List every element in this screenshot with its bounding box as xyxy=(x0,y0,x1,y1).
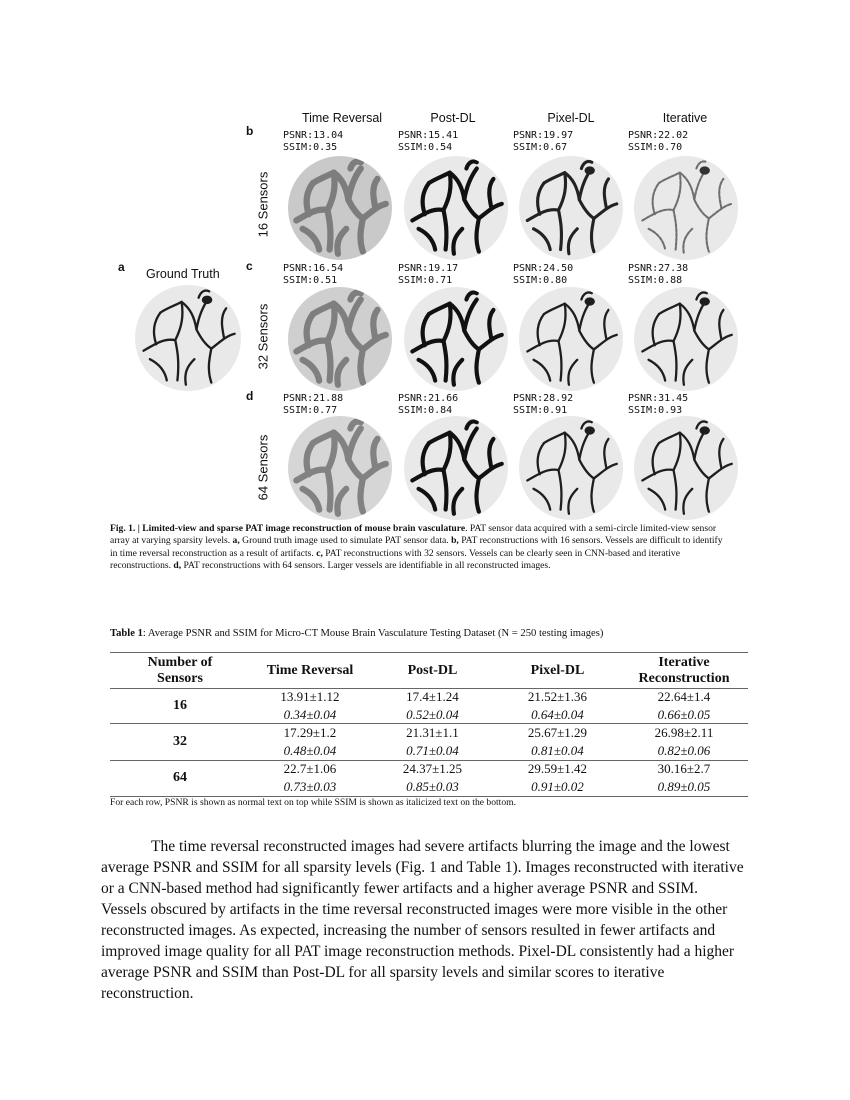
table-note: For each row, PSNR is shown as normal text on top while SSIM is shown as italicized text on the bottom. xyxy=(110,797,517,808)
panel-letter-c: c xyxy=(246,259,253,273)
image-d-post-dl xyxy=(404,416,508,520)
ssim-value: SSIM:0.54 xyxy=(398,142,453,153)
image-b-pixel-dl xyxy=(519,156,623,260)
ssim-value: SSIM:0.84 xyxy=(398,405,453,416)
body-text xyxy=(101,836,746,1004)
ssim-value: SSIM:0.93 xyxy=(628,405,683,416)
caption-text-b: PAT reconstructions with 16 sensors. Vessels are difficult to identify in time reversal reconstruction as a result of artifacts. xyxy=(110,535,723,559)
psnr-value: PSNR:28.92 xyxy=(513,393,574,404)
image-b-post-dl xyxy=(404,156,508,260)
image-c-post-dl xyxy=(404,287,508,391)
ssim-cell: 0.34±0.04 xyxy=(283,707,337,722)
table-row xyxy=(110,760,748,778)
psnr-value: PSNR:15.41 xyxy=(398,130,459,141)
row-label-32-sensors: 32 Sensors xyxy=(255,303,271,370)
metric-b-iterative xyxy=(628,130,688,154)
psnr-value: PSNR:21.66 xyxy=(398,393,459,404)
image-c-time-reversal xyxy=(288,287,392,391)
psnr-cell: 26.98±2.11 xyxy=(654,725,714,740)
ssim-value: SSIM:0.51 xyxy=(283,275,338,286)
header-sensors-line1: Number of xyxy=(147,655,213,670)
table-top-rule xyxy=(110,652,748,653)
psnr-value: PSNR:31.45 xyxy=(628,393,689,404)
row-sensors: 16 xyxy=(173,698,187,713)
metric-b-time-reversal xyxy=(283,130,343,154)
psnr-cell: 22.7±1.06 xyxy=(283,761,337,776)
metric-b-post-dl xyxy=(398,130,458,154)
table-row xyxy=(110,688,748,706)
metric-c-pixel-dl xyxy=(513,263,573,287)
ssim-cell: 0.48±0.04 xyxy=(283,743,337,758)
panel-letter-a: a xyxy=(118,260,125,274)
ssim-cell: 0.71±0.04 xyxy=(406,743,459,758)
header-sensors xyxy=(110,654,250,688)
column-header-pixel-dl: Pixel-DL xyxy=(547,111,595,125)
image-c-pixel-dl xyxy=(519,287,623,391)
ssim-value: SSIM:0.80 xyxy=(513,275,568,286)
metric-c-post-dl xyxy=(398,263,458,287)
metric-d-iterative xyxy=(628,393,688,417)
row-label-64-sensors: 64 Sensors xyxy=(255,434,271,501)
metric-c-iterative xyxy=(628,263,688,287)
caption-text-a: Ground truth image used to simulate PAT sensor data. xyxy=(239,535,452,547)
column-header-time-reversal: Time Reversal xyxy=(301,111,383,125)
ssim-value: SSIM:0.88 xyxy=(628,275,683,286)
image-b-time-reversal xyxy=(288,156,392,260)
ssim-value: SSIM:0.35 xyxy=(283,142,338,153)
psnr-cell: 17.29±1.2 xyxy=(283,725,337,740)
psnr-cell: 24.37±1.25 xyxy=(402,761,463,776)
ssim-cell: 0.73±0.03 xyxy=(283,779,337,794)
ssim-cell: 0.81±0.04 xyxy=(531,743,584,758)
psnr-cell: 21.52±1.36 xyxy=(527,689,588,704)
panel-letter-b: b xyxy=(246,124,254,138)
caption-label-b: b, xyxy=(451,535,459,547)
column-header-post-dl: Post-DL xyxy=(430,111,476,125)
header-time-reversal: Time Reversal xyxy=(266,663,354,678)
psnr-value: PSNR:13.04 xyxy=(283,130,344,141)
caption-label-c: c, xyxy=(316,547,323,559)
psnr-cell: 21.31±1.1 xyxy=(406,725,459,740)
psnr-cell: 25.67±1.29 xyxy=(527,725,588,740)
caption-label-a: a, xyxy=(232,535,240,547)
image-d-pixel-dl xyxy=(519,416,623,520)
results-table xyxy=(110,654,748,796)
ssim-value: SSIM:0.91 xyxy=(513,405,568,416)
metric-d-post-dl xyxy=(398,393,458,417)
ground-truth-label: Ground Truth xyxy=(146,267,220,281)
image-d-time-reversal xyxy=(288,416,392,520)
row-label-16-sensors: 16 Sensors xyxy=(255,171,271,238)
header-pixel-dl: Pixel-DL xyxy=(530,663,585,678)
psnr-cell: 29.59±1.42 xyxy=(527,761,588,776)
caption-text: . PAT sensor data acquired with a semi-circle limited-view sensor array at varying sparsity levels. xyxy=(110,523,717,547)
ssim-value: SSIM:0.67 xyxy=(513,142,568,153)
psnr-cell: 30.16±2.7 xyxy=(657,761,711,776)
column-header-iterative: Iterative xyxy=(662,111,708,125)
ground-truth-image xyxy=(135,285,241,391)
table-title: : Average PSNR and SSIM for Micro-CT Mouse Brain Vasculature Testing Dataset (N = 250 testing images) xyxy=(142,628,604,639)
psnr-value: PSNR:16.54 xyxy=(283,263,344,274)
caption-label-d: d, xyxy=(173,560,182,572)
header-iterative-line2: Reconstruction xyxy=(638,671,730,686)
psnr-cell: 22.64±1.4 xyxy=(657,689,711,704)
caption-text-d: PAT reconstructions with 64 sensors. Larger vessels are identifiable in all reconstructed images. xyxy=(181,560,551,572)
header-iterative-line1: Iterative xyxy=(658,655,710,670)
table-header-row xyxy=(110,654,748,688)
psnr-cell: 13.91±1.12 xyxy=(280,689,340,704)
ssim-cell: 0.66±0.05 xyxy=(657,707,711,722)
psnr-value: PSNR:24.50 xyxy=(513,263,574,274)
psnr-value: PSNR:22.02 xyxy=(628,130,689,141)
body-paragraph: The time reversal reconstructed images had severe artifacts blurring the image and the lowest average PSNR and SSIM for all sparsity levels (Fig. 1 and Table 1). Images reconstructed with iterative or a CNN-based method had significantly fewer artifacts and a higher average PSNR and SSIM. Vessels obscured by artifacts in the time reversal reconstructed images were more visible in the other reconstructed images. As expected, increasing the number of sensors resulted in fewer artifacts and improved image quality for all PAT image reconstruction methods. Pixel-DL consistently had a higher average PSNR and SSIM than Post-DL for all sparsity levels and similar scores to iterative reconstruction. xyxy=(101,838,744,1002)
ssim-cell: 0.89±0.05 xyxy=(657,779,711,794)
psnr-value: PSNR:19.17 xyxy=(398,263,459,274)
table-caption xyxy=(110,628,750,639)
row-sensors: 64 xyxy=(173,770,187,785)
metric-d-pixel-dl xyxy=(513,393,573,417)
ssim-value: SSIM:0.71 xyxy=(398,275,453,286)
figure-caption xyxy=(110,523,730,573)
ssim-value: SSIM:0.77 xyxy=(283,405,338,416)
header-iterative xyxy=(620,654,748,688)
image-c-iterative xyxy=(634,287,738,391)
ssim-cell: 0.82±0.06 xyxy=(657,743,711,758)
caption-text-c: PAT reconstructions with 32 sensors. Vessels can be clearly seen in CNN-based and iterative reconstructions. xyxy=(110,547,680,572)
ssim-cell: 0.91±0.02 xyxy=(531,779,584,794)
psnr-value: PSNR:27.38 xyxy=(628,263,689,274)
metric-c-time-reversal xyxy=(283,263,343,287)
image-d-iterative xyxy=(634,416,738,520)
ssim-cell: 0.64±0.04 xyxy=(531,707,584,722)
psnr-value: PSNR:19.97 xyxy=(513,130,574,141)
caption-title: Fig. 1. | Limited-view and sparse PAT image reconstruction of mouse brain vasculature xyxy=(110,523,466,534)
header-sensors-line2: Sensors xyxy=(157,671,203,686)
header-post-dl: Post-DL xyxy=(407,663,458,678)
row-sensors: 32 xyxy=(173,734,187,749)
psnr-value: PSNR:21.88 xyxy=(283,393,344,404)
ssim-value: SSIM:0.70 xyxy=(628,142,683,153)
table-row xyxy=(110,724,748,742)
image-b-iterative xyxy=(634,156,738,260)
metric-b-pixel-dl xyxy=(513,130,573,154)
psnr-cell: 17.4±1.24 xyxy=(406,689,459,704)
metric-d-time-reversal xyxy=(283,393,343,417)
ssim-cell: 0.85±0.03 xyxy=(406,779,459,794)
panel-letter-d: d xyxy=(246,389,254,403)
ssim-cell: 0.52±0.04 xyxy=(406,707,459,722)
table-label: Table 1 xyxy=(110,628,143,639)
